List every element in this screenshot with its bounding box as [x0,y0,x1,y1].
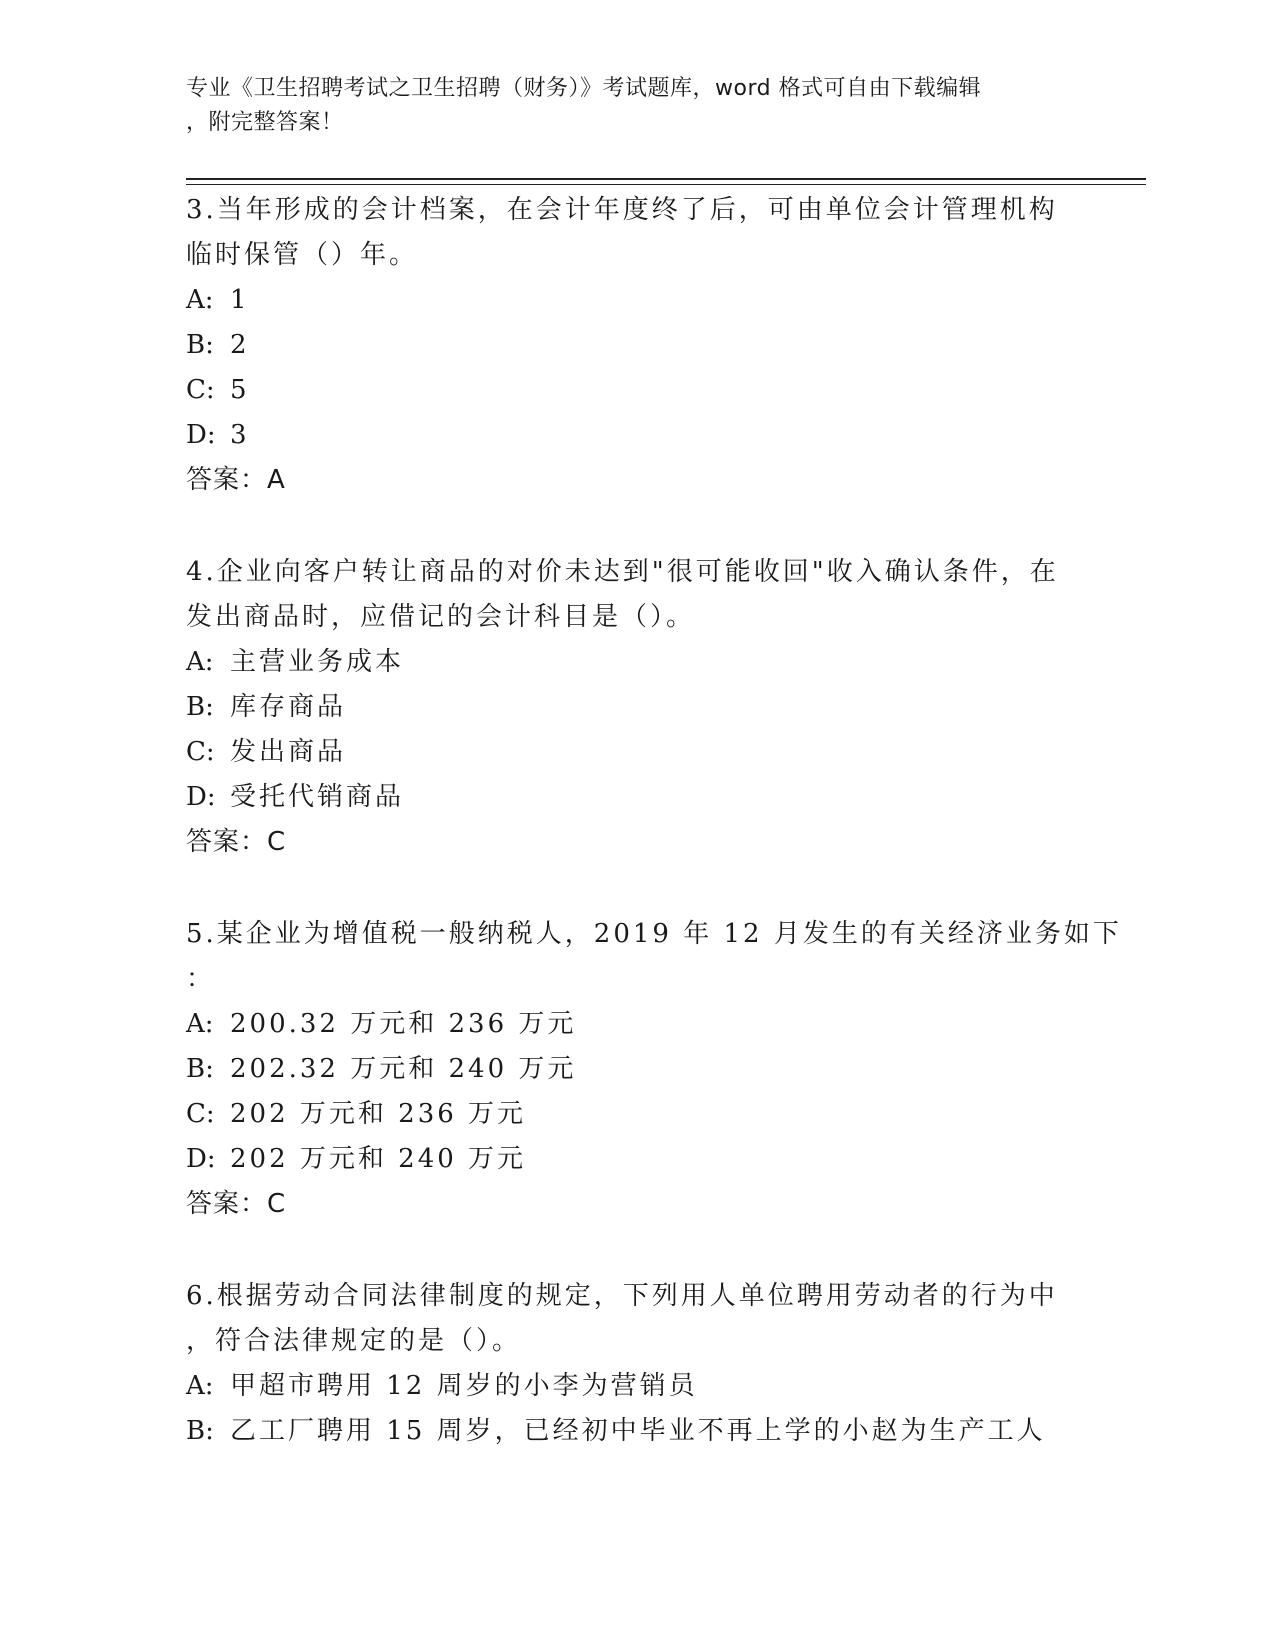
option-label: C: [186,375,215,405]
option-label: A: [186,1371,214,1401]
option-d [186,413,1086,458]
question-stem [186,912,1122,1002]
option-a [186,1364,1086,1409]
option-d [186,775,1086,820]
option-label: D: [186,1144,216,1174]
option-b [186,323,1086,368]
option-text: 5 [230,375,250,405]
stem-line: 4.企业向客户转让商品的对价未达到"很可能收回"收入确认条件，在 [186,557,1059,587]
option-b [186,1047,1086,1092]
stem-line: ： [186,964,216,994]
option-label: B: [186,1416,214,1446]
option-label: A: [186,647,214,677]
option-label: A: [186,285,214,315]
option-a [186,278,1086,323]
option-label: B: [186,1054,214,1084]
stem-line: ，符合法律规定的是（）。 [186,1326,522,1356]
option-text: 2 [230,330,250,360]
option-label: B: [186,692,214,722]
answer-line: 答案：C [186,827,287,857]
stem-line: 3.当年形成的会计档案，在会计年度终了后，可由单位会计管理机构 [186,195,1058,225]
question-6 [186,1274,1086,1454]
option-label: C: [186,1099,215,1129]
option-text: 主营业务成本 [230,647,405,677]
option-d [186,1137,1086,1182]
question-stem [186,188,1086,278]
question-4 [186,550,1086,865]
option-label: D: [186,420,216,450]
option-label: B: [186,330,214,360]
option-a [186,640,1086,685]
option-text: 发出商品 [230,737,347,767]
question-stem [186,1274,1086,1364]
option-text: 受托代销商品 [230,782,405,812]
option-c [186,730,1086,775]
header-divider-thick [186,178,1146,180]
question-5 [186,912,1122,1227]
answer-line: 答案：C [186,1189,287,1219]
option-c [186,368,1086,413]
option-text: 202 万元和 236 万元 [230,1099,527,1129]
stem-line: 发出商品时，应借记的会计科目是（）。 [186,602,696,632]
question-stem [186,550,1086,640]
option-text: 乙工厂聘用 15 周岁，已经初中毕业不再上学的小赵为生产工人 [230,1416,1046,1446]
option-label: A: [186,1009,214,1039]
question-3 [186,188,1086,503]
option-text: 202.32 万元和 240 万元 [230,1054,577,1084]
header-divider-thin [186,184,1146,185]
option-text: 库存商品 [230,692,347,722]
option-b [186,1409,1086,1454]
option-text: 1 [230,285,250,315]
option-label: C: [186,737,215,767]
answer-line: 答案：A [186,465,286,495]
option-text: 3 [230,420,250,450]
stem-line: 5.某企业为增值税一般纳税人，2019 年 12 月发生的有关经济业务如下 [186,919,1122,949]
option-text: 甲超市聘用 12 周岁的小李为营销员 [230,1371,698,1401]
option-c [186,1092,1086,1137]
option-label: D: [186,782,216,812]
option-b [186,685,1086,730]
option-text: 202 万元和 240 万元 [230,1144,527,1174]
document-header [186,72,1086,140]
option-a [186,1002,1086,1047]
stem-line: 6.根据劳动合同法律制度的规定，下列用人单位聘用劳动者的行为中 [186,1281,1058,1311]
option-text: 200.32 万元和 236 万元 [230,1009,577,1039]
header-line-1: 专业《卫生招聘考试之卫生招聘（财务）》考试题库，word 格式可自由下载编辑 [186,76,982,101]
header-line-2: ，附完整答案！ [186,110,344,135]
stem-line: 临时保管（）年。 [186,240,419,270]
